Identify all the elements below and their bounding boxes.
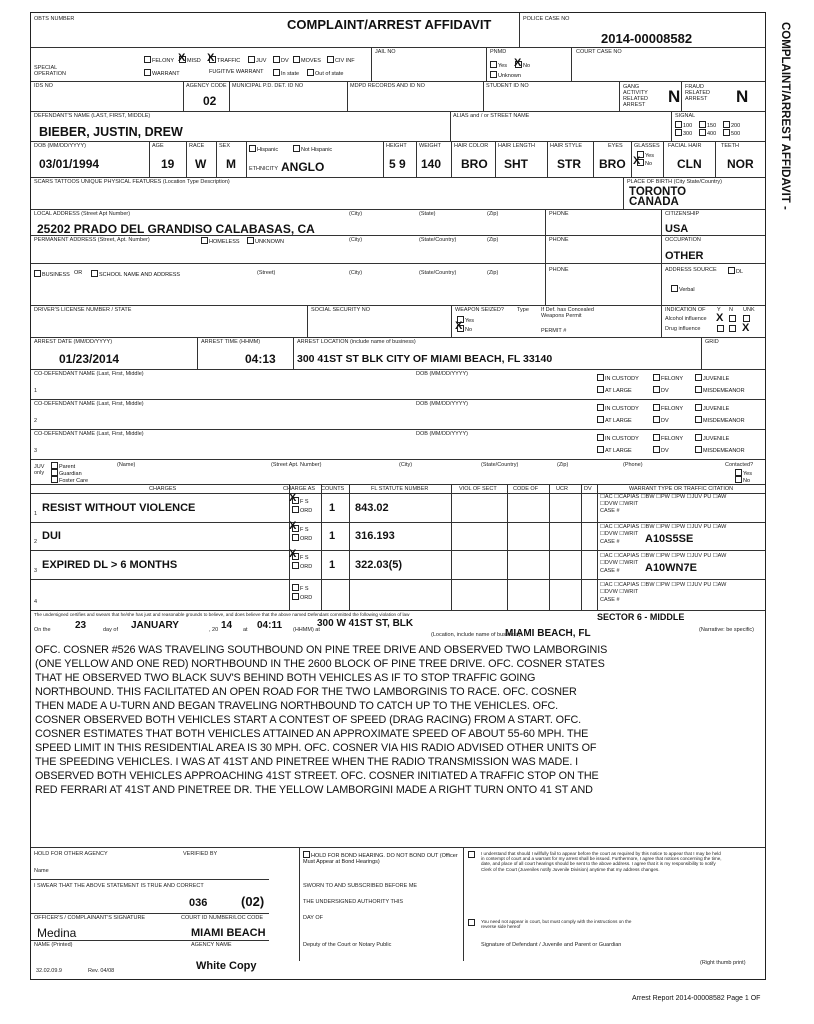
name-printed-label: NAME (Printed) (34, 942, 73, 948)
cd2-juvenile[interactable]: JUVENILE (695, 404, 729, 412)
charge-3-case-label: CASE # (600, 568, 620, 574)
local-phone-label: PHONE (549, 211, 569, 217)
narrative-line: THEN MADE A U-TURN AND BEGAN TRAVELING NORTHBOUND TO CATCH UP TO THE VEHICLES. OFC. (35, 700, 559, 712)
local-zip-label: (Zip) (487, 211, 499, 217)
grid-label: GRID (705, 339, 719, 345)
narrative-line: RED FERRARI AT 41ST AND PINETREE DR. THE YELLOW LAMBORGINI MADE A RIGHT TURN ONTO 41 ST AND (35, 784, 593, 796)
signal-200[interactable]: 200 (723, 121, 740, 129)
narrative-line: OFC. COSNER #526 WAS TRAVELING SOUTHBOUND ON PINE TREE DRIVE AND OBSERVED TWO LAMBORGINIS (35, 644, 608, 656)
code-of-header: CODE OF (513, 486, 539, 492)
permit-number-label: PERMIT # (541, 328, 567, 334)
juv-guardian[interactable]: Guardian (51, 469, 82, 477)
charge-3-name: EXPIRED DL > 6 MONTHS (42, 559, 178, 571)
day-of-sworn-label: DAY OF (303, 915, 323, 921)
ethnicity-label: ETHNICITY (249, 166, 279, 172)
defendant-name: BIEBER, JUSTIN, DREW (39, 125, 183, 139)
narrative-line: NORTHBOUND. THIS FACILITATED AN OPEN ROAD FOR THE TWO LAMBORGINIS TO RACE. OFC. COSNER (35, 686, 577, 698)
fraud-related-value: N (736, 87, 749, 106)
day-of-label: day of (103, 627, 118, 633)
eyes-value: BRO (599, 157, 626, 171)
juv-phone-label: (Phone) (623, 462, 643, 468)
hair-color-value: BRO (461, 157, 488, 171)
charge-4-ord[interactable]: ORD (292, 593, 312, 601)
charge-2-statute: 316.193 (355, 530, 395, 542)
charge-1-ord[interactable]: ORD (292, 506, 312, 514)
juv-only-label: JUV only (34, 464, 45, 476)
charge-3-number: 3 (34, 568, 38, 574)
permanent-phone-label: PHONE (549, 237, 569, 243)
charge-3-case-number: A10WN7E (645, 562, 697, 574)
narrative-line: COSNER OBSERVED BOTH VEHICLES START A CONTEST OF SPEED (DRAG RACING) FROM A START. OFC. (35, 714, 582, 726)
address-source-dl[interactable]: DL (728, 267, 743, 275)
form-number: 32.02.09.9 (36, 968, 62, 974)
authority-label: THE UNDERSIGNED AUTHORITY THIS (303, 899, 404, 905)
court-case-label: COURT CASE NO (576, 49, 622, 55)
birthplace-city: TORONTO (629, 186, 687, 198)
notice-2-checkbox[interactable] (468, 919, 476, 927)
drug-n-checkbox[interactable] (729, 325, 737, 333)
citizenship-label: CITIZENSHIP (665, 211, 700, 217)
narrative-line: SPEED LIMIT IN THIS RESIDENTIAL AREA IS 30 MPH. OFC. COSNER VIA HIS RADIO ADVISED OTHER UNITS OF (35, 742, 597, 754)
cd1-dv[interactable]: DV (653, 386, 669, 394)
warrant-checkbox[interactable]: WARRANT (144, 69, 180, 77)
incident-location: 300 W 41ST ST, BLK (317, 618, 414, 629)
cd3-in-custody[interactable]: IN CUSTODY (597, 434, 639, 442)
weapon-no-mark: X (455, 320, 463, 332)
charge-1-fs-mark: X (289, 492, 297, 504)
weapon-yes[interactable]: Yes (457, 316, 474, 324)
narrative-line: THAT HE OBSERVED TWO BLACK SUV'S BEHIND BOTH VEHICLES AS IF TO STOP TRAFFIC GOING (35, 672, 536, 684)
scars-label: SCARS TATTOOS UNIQUE PHYSICAL FEATURES (Location Type Description) (34, 179, 230, 185)
pnmd-yes[interactable]: Yes (490, 61, 507, 69)
permanent-address-label: PERMANENT ADDRESS (Street, Apt. Number) (34, 237, 150, 243)
side-title-text: COMPLAINT/ARREST AFFIDAVIT - (779, 22, 791, 210)
notice-1-checkbox[interactable] (468, 851, 476, 859)
cd3-felony[interactable]: FELONY (653, 434, 683, 442)
on-the-label: On the (34, 627, 51, 633)
signal-label: SIGNAL (675, 113, 696, 119)
mdpd-label: MDPD RECORDS AND ID NO (350, 83, 425, 89)
fugitive-warrant-label: FUGITIVE WARRANT (209, 69, 264, 75)
charge-2-case-label: CASE # (600, 539, 620, 545)
race-value: W (195, 157, 207, 171)
charge-2-warrant-options: ☐AC ☐CAPIAS ☐BW ☐PW ☐PW ☐JUV PU ☐AW (600, 524, 727, 530)
special-operation-label: SPECIAL OPERATION (34, 65, 66, 77)
officer-signature-label: OFFICER'S / COMPLAINANT'S SIGNATURE (34, 915, 146, 921)
charge-type-misd[interactable]: MISD (179, 56, 201, 64)
weight-value: 140 (421, 157, 442, 171)
permanent-city-label: (City) (349, 237, 363, 243)
address-source-label: ADDRESS SOURCE (665, 267, 717, 273)
student-id-label: STUDENT ID NO (486, 83, 529, 89)
form-title: COMPLAINT/ARREST AFFIDAVIT (287, 17, 492, 32)
age-value: 19 (161, 157, 175, 171)
viol-sect-header: VIOL OF SECT (459, 486, 497, 492)
charge-4-case-label: CASE # (600, 597, 620, 603)
or-label: OR (74, 270, 83, 276)
codefendant-1-name-label: CO-DEFENDANT NAME (Last, First, Middle) (34, 371, 144, 377)
loc-code-value: (02) (241, 894, 265, 909)
incident-city: MIAMI BEACH, FL (505, 628, 591, 639)
sworn-label: SWORN TO AND SUBSCRIBED BEFORE ME (303, 883, 418, 889)
court-id-number: 036 (189, 897, 208, 909)
permanent-state-label: (State/Country) (419, 237, 457, 243)
cd3-misdemeanor[interactable]: MISDEMEANOR (695, 446, 745, 454)
agency-code-label: AGENCY CODE (186, 83, 227, 89)
police-case-number: 2014-00008582 (601, 31, 693, 46)
signal-400[interactable]: 400 (699, 129, 716, 137)
arrest-location-value: 300 41ST ST BLK CITY OF MIAMI BEACH, FL 33140 (297, 353, 553, 365)
charge-2-number: 2 (34, 539, 38, 545)
cd2-misdemeanor[interactable]: MISDEMEANOR (695, 416, 745, 424)
cd3-at-large[interactable]: AT LARGE (597, 446, 632, 454)
codefendant-2-name-label: CO-DEFENDANT NAME (Last, First, Middle) (34, 401, 144, 407)
charge-type-felony[interactable]: FELONY (144, 56, 174, 64)
height-label: HEIGHT (386, 143, 407, 149)
juv-name-label: (Name) (117, 462, 136, 468)
charge-1-case-label: CASE # (600, 508, 620, 514)
hold-name-label: Name (34, 868, 49, 874)
hair-length-label: HAIR LENGTH (498, 143, 535, 149)
defendant-name-label: DEFENDANT'S NAME (LAST, FIRST, MIDDLE) (34, 113, 151, 119)
occupation-value: OTHER (665, 250, 704, 262)
hispanic-checkbox[interactable]: Hispanic (249, 145, 278, 153)
ethnicity-value: ANGLO (281, 160, 325, 174)
sex-value: M (226, 157, 236, 171)
notice-text: I understand that should I willfully fail to appear before the court as required by this notice to appear that I may be held in contempt of court and a warrant for my arrest shall be issued. Furthermore, I agree that notices concerning the time, date, and place of all court hearings should be sent to the above address. I agree that it is my responsibility to notify Clerk of the Court (Juveniles notify Juvenile Division) anytime that my address changes. (481, 851, 722, 872)
charge-4-warrant-options: ☐AC ☐CAPIAS ☐BW ☐PW ☐PW ☐JUV PU ☐AW (600, 582, 727, 588)
swear-label: I SWEAR THAT THE ABOVE STATEMENT IS TRUE AND CORRECT (34, 883, 204, 889)
charge-2-fs[interactable]: F S (292, 525, 309, 533)
statute-header: FL STATUTE NUMBER (371, 486, 429, 492)
glasses-no[interactable]: No (637, 159, 652, 167)
narrative-line: COSNER ESTIMATES THAT BOTH VEHICLES ATTAINED AN APPROXIMATE SPEED OF ABOUT 55-60 MPH. THE (35, 728, 589, 740)
warrant-type-header: WARRANT TYPE OR TRAFFIC CITATION (629, 486, 734, 492)
narrative-line: (ONE YELLOW AND ONE RED) NORTHBOUND IN THE 2600 BLOCK OF PINE TREE DRIVE. OFC. COSNER STATES (35, 658, 605, 670)
cd2-at-large[interactable]: AT LARGE (597, 416, 632, 424)
cd1-misdemeanor[interactable]: MISDEMEANOR (695, 386, 745, 394)
charge-3-counts: 1 (329, 559, 336, 571)
local-address-value: 25202 PRADO DEL GRANDISO CALABASAS, CA (37, 222, 315, 236)
facial-hair-value: CLN (677, 157, 702, 171)
juv-city-label: (City) (399, 462, 413, 468)
cd2-dv[interactable]: DV (653, 416, 669, 424)
court-id-label: COURT ID NUMBER/LOC CODE (181, 915, 264, 921)
ids-no-label: IDS NO (34, 83, 53, 89)
charge-type-moves[interactable]: MOVES (293, 56, 321, 64)
police-case-label: POLICE CASE NO (523, 16, 570, 22)
pnmd-label: PNMD (490, 49, 507, 55)
counts-header: COUNTS (321, 486, 345, 492)
teeth-label: TEETH (721, 143, 740, 149)
arrest-affidavit-form (30, 12, 766, 980)
juv-state-label: (State/Country) (481, 462, 519, 468)
traffic-check-mark: X (207, 52, 215, 64)
cd2-in-custody[interactable]: IN CUSTODY (597, 404, 639, 412)
cd1-juvenile[interactable]: JUVENILE (695, 374, 729, 382)
hair-style-label: HAIR STYLE (550, 143, 583, 149)
arrest-time-value: 04:13 (245, 352, 276, 366)
codefendant-2-number: 2 (34, 418, 38, 424)
bond-hearing-checkbox[interactable]: HOLD FOR BOND HEARING. DO NOT BOND OUT (Officer Must Appear at Bond Hearings) (303, 853, 458, 865)
permanent-zip-label: (Zip) (487, 237, 499, 243)
pnmd-unknown[interactable]: Unknown (490, 71, 521, 79)
charge-2-warrant-options-2: ☐DVW ☐WRIT (600, 531, 639, 537)
charge-3-fs[interactable]: F S (292, 553, 309, 561)
charge-3-fs-mark: X (289, 548, 297, 560)
hair-style-value: STR (557, 157, 581, 171)
juv-zip-label: (Zip) (557, 462, 569, 468)
charge-2-name: DUI (42, 530, 61, 542)
indication-unk-label: UNK (743, 307, 755, 313)
charge-2-ord[interactable]: ORD (292, 534, 312, 542)
charge-3-warrant-options: ☐AC ☐CAPIAS ☐BW ☐PW ☐PW ☐JUV PU ☐AW (600, 553, 727, 559)
eyes-label: EYES (608, 143, 623, 149)
signal-500[interactable]: 500 (723, 129, 740, 137)
drug-y-checkbox[interactable] (717, 325, 725, 333)
glasses-yes[interactable]: Yes (637, 151, 654, 159)
officer-name: Medina (37, 926, 77, 940)
charge-3-statute: 322.03(5) (355, 559, 403, 571)
location-caption: (Location, include name of business) (431, 632, 521, 638)
business-city-label: (City) (349, 270, 363, 276)
fraud-related-label: FRAUD RELATED ARREST (685, 84, 710, 102)
narrative-text (35, 643, 765, 797)
drivers-license-label: DRIVER'S LICENSE NUMBER / STATE (34, 307, 132, 313)
cd3-juvenile[interactable]: JUVENILE (695, 434, 729, 442)
cd1-at-large[interactable]: AT LARGE (597, 386, 632, 394)
juv-parent[interactable]: Parent (51, 462, 75, 470)
incident-day: 23 (75, 620, 87, 631)
charge-type-dv[interactable]: DV (273, 56, 289, 64)
school-checkbox[interactable]: SCHOOL NAME AND ADDRESS (91, 270, 180, 278)
incident-time: 04:11 (257, 620, 283, 631)
arrest-date-value: 01/23/2014 (59, 352, 120, 366)
hair-color-label: HAIR COLOR (454, 143, 489, 149)
narrative-be-specific-label: (Narrative: be specific) (699, 627, 755, 633)
juv-contacted-no[interactable]: No (735, 476, 750, 484)
cd1-felony[interactable]: FELONY (653, 374, 683, 382)
codefendant-2-dob-label: DOB (MM/DD/YYYY) (416, 401, 468, 407)
pnmd-no[interactable]: No (515, 61, 530, 69)
juv-contacted-label: Contacted? (725, 462, 754, 468)
verified-by-label: VERIFIED BY (183, 851, 218, 857)
alcohol-n-checkbox[interactable] (729, 315, 737, 323)
charge-1-statute: 843.02 (355, 502, 389, 514)
charge-4-warrant-options-2: ☐DVW ☐WRIT (600, 589, 639, 595)
indication-n-label: N (729, 307, 733, 313)
charge-1-warrant-options-2: ☐DVW ☐WRIT (600, 501, 639, 507)
not-hispanic-checkbox[interactable]: Not Hispanic (293, 145, 332, 153)
hhmm-label: (HHMM) at (293, 627, 320, 633)
incident-year: 14 (221, 620, 233, 631)
municipal-id-label: MUNICIPAL P.D. DET. ID NO (232, 83, 304, 89)
citizenship-value: USA (665, 223, 689, 235)
hold-other-agency-label: HOLD FOR OTHER AGENCY (34, 851, 108, 857)
weight-label: WEIGHT (419, 143, 441, 149)
page-footer: Arrest Report 2014-00008582 Page 1 OF (632, 995, 761, 1002)
charge-4-number: 4 (34, 599, 38, 605)
birthplace-label: PLACE OF BIRTH (City State/Country) (627, 179, 722, 185)
thumb-print-label: (Right thumb print) (700, 960, 746, 966)
charge-as-header: CHARGE AS (283, 486, 316, 492)
charge-1-number: 1 (34, 511, 38, 517)
facial-hair-label: FACIAL HAIR (668, 143, 702, 149)
charge-4-fs[interactable]: F S (292, 584, 309, 592)
birthplace-country: CANADA (629, 196, 679, 208)
copy-label: White Copy (196, 960, 257, 972)
weapon-no[interactable]: No (457, 325, 472, 333)
gang-activity-value: N (668, 87, 681, 106)
arrest-date-label: ARREST DATE (MM/DD/YYYY) (34, 339, 113, 345)
juv-contacted-yes[interactable]: Yes (735, 469, 752, 477)
glasses-no-mark: X (633, 155, 641, 167)
misd-check-mark: X (178, 52, 186, 64)
age-label: AGE (152, 143, 164, 149)
business-checkbox[interactable]: BUSINESS (34, 270, 70, 278)
juv-foster-care[interactable]: Foster Care (51, 476, 88, 484)
sector-value: SECTOR 6 - MIDDLE (597, 612, 685, 622)
cd2-felony[interactable]: FELONY (653, 404, 683, 412)
codefendant-3-dob-label: DOB (MM/DD/YYYY) (416, 431, 468, 437)
ssn-label: SOCIAL SECURITY NO (311, 307, 370, 313)
teeth-value: NOR (727, 157, 754, 171)
occupation-label: OCCUPATION (665, 237, 701, 243)
charge-1-name: RESIST WITHOUT VIOLENCE (42, 502, 196, 514)
weapon-seized-label: WEAPON SEIZED? (455, 307, 504, 313)
codefendant-1-number: 1 (34, 388, 38, 394)
codefendant-1-dob-label: DOB (MM/DD/YYYY) (416, 371, 468, 377)
signal-100[interactable]: 100 (675, 121, 692, 129)
agency-name: MIAMI BEACH (191, 927, 266, 939)
gang-activity-label: GANG ACTIVITY RELATED ARREST (623, 84, 648, 108)
signal-150[interactable]: 150 (699, 121, 716, 129)
race-label: RACE (189, 143, 205, 149)
indication-y-label: Y (717, 307, 721, 313)
charge-2-case-number: A10S5SE (645, 533, 694, 545)
arrest-location-label: ARREST LOCATION (include name of business) (297, 339, 416, 345)
weapon-type-label: Type (517, 307, 529, 313)
incident-month: JANUARY (131, 620, 179, 631)
narrative-line: THE SPEEDING VEHICLES. I WAS AT 41ST AND PINETREE WHEN THE RADIO TRANSMISSION WAS MADE. I (35, 756, 579, 768)
drug-influence-label: Drug influence (665, 326, 701, 332)
notice-2-text: You need not appear in court, but must comply with the instructions on the reverse side hereof (481, 919, 632, 930)
arrest-time-label: ARREST TIME (HHMM) (201, 339, 261, 345)
charge-3-warrant-options-2: ☐DVW ☐WRIT (600, 560, 639, 566)
glasses-label: GLASSES (634, 143, 660, 149)
charge-1-warrant-options: ☐AC ☐CAPIAS ☐BW ☐PW ☐PW ☐JUV PU ☐AW (600, 494, 727, 500)
jail-no-label: JAIL NO (375, 49, 396, 55)
signal-300[interactable]: 300 (675, 129, 692, 137)
cd1-in-custody[interactable]: IN CUSTODY (597, 374, 639, 382)
oath-text: The undersigned certifies and swears that he/she has just and reasonable grounds to believe, and does believe that the above named Defendant committed the following violation of law (34, 612, 410, 617)
at-label: at (243, 627, 248, 633)
alias-label: ALIAS and / or STREET NAME (453, 113, 530, 119)
ucr-header: UCR (556, 486, 568, 492)
unknown-checkbox[interactable]: UNKNOWN (247, 237, 284, 245)
charge-1-fs[interactable]: F S (292, 497, 309, 505)
dv-header: DV (584, 486, 592, 492)
form-revision: Rev. 04/08 (88, 968, 115, 974)
charge-3-ord[interactable]: ORD (292, 562, 312, 570)
height-value: 5 9 (389, 157, 406, 171)
cd3-dv[interactable]: DV (653, 446, 669, 454)
alcohol-y-mark: X (716, 312, 724, 324)
drug-unk-mark: X (742, 322, 750, 334)
business-street-label: (Street) (257, 270, 276, 276)
in-state-checkbox[interactable]: In state (273, 69, 299, 77)
agency-code-value: 02 (203, 94, 217, 108)
deputy-label: Deputy of the Court or Notary Public (303, 942, 392, 948)
local-city-label: (City) (349, 211, 363, 217)
year-prefix-label: , 20 (209, 627, 219, 633)
address-source-verbal[interactable]: Verbal (671, 285, 695, 293)
narrative-line: OBSERVED BOTH VEHICLES APPROACHING 41ST STREET. OFC. COSNER INITIATED A TRAFFIC STOP ON THE (35, 770, 599, 782)
alcohol-influence-label: Alcohol influence (665, 316, 707, 322)
defendant-signature-label: Signature of Defendant / Juvenile and Parent or Guardian (481, 942, 622, 948)
side-title (775, 14, 795, 274)
local-state-label: (State) (419, 211, 436, 217)
codefendant-3-name-label: CO-DEFENDANT NAME (Last, First, Middle) (34, 431, 144, 437)
pnmd-no-mark: X (514, 57, 522, 69)
business-state-label: (State/Country) (419, 270, 457, 276)
charge-type-traffic[interactable]: TRAFFIC (209, 56, 240, 64)
sex-label: SEX (219, 143, 231, 149)
concealed-permit-label: If Def. has Concealed Weapons Permit (541, 307, 594, 319)
dob-label: DOB (MM/DD/YYYY) (34, 143, 86, 149)
agency-name-label: AGENCY NAME (191, 942, 232, 948)
local-address-label: LOCAL ADDRESS (Street Apt Number) (34, 211, 131, 217)
business-zip-label: (Zip) (487, 270, 499, 276)
charge-type-civ-inf[interactable]: CIV INF (327, 56, 355, 64)
out-of-state-checkbox[interactable]: Out of state (307, 69, 343, 77)
juv-street-label: (Street Apt. Number) (271, 462, 322, 468)
charge-1-counts: 1 (329, 502, 336, 514)
charges-header: CHARGES (149, 486, 177, 492)
dob-value: 03/01/1994 (39, 157, 100, 171)
charge-type-juv[interactable]: JUV (248, 56, 266, 64)
indication-label: INDICATION OF (665, 307, 706, 313)
charge-2-counts: 1 (329, 530, 336, 542)
obts-label: OBTS NUMBER (34, 16, 75, 22)
hair-length-value: SHT (504, 157, 528, 171)
codefendant-3-number: 3 (34, 448, 38, 454)
charge-2-fs-mark: X (289, 520, 297, 532)
homeless-checkbox[interactable]: HOMELESS (201, 237, 240, 245)
business-phone-label: PHONE (549, 267, 569, 273)
